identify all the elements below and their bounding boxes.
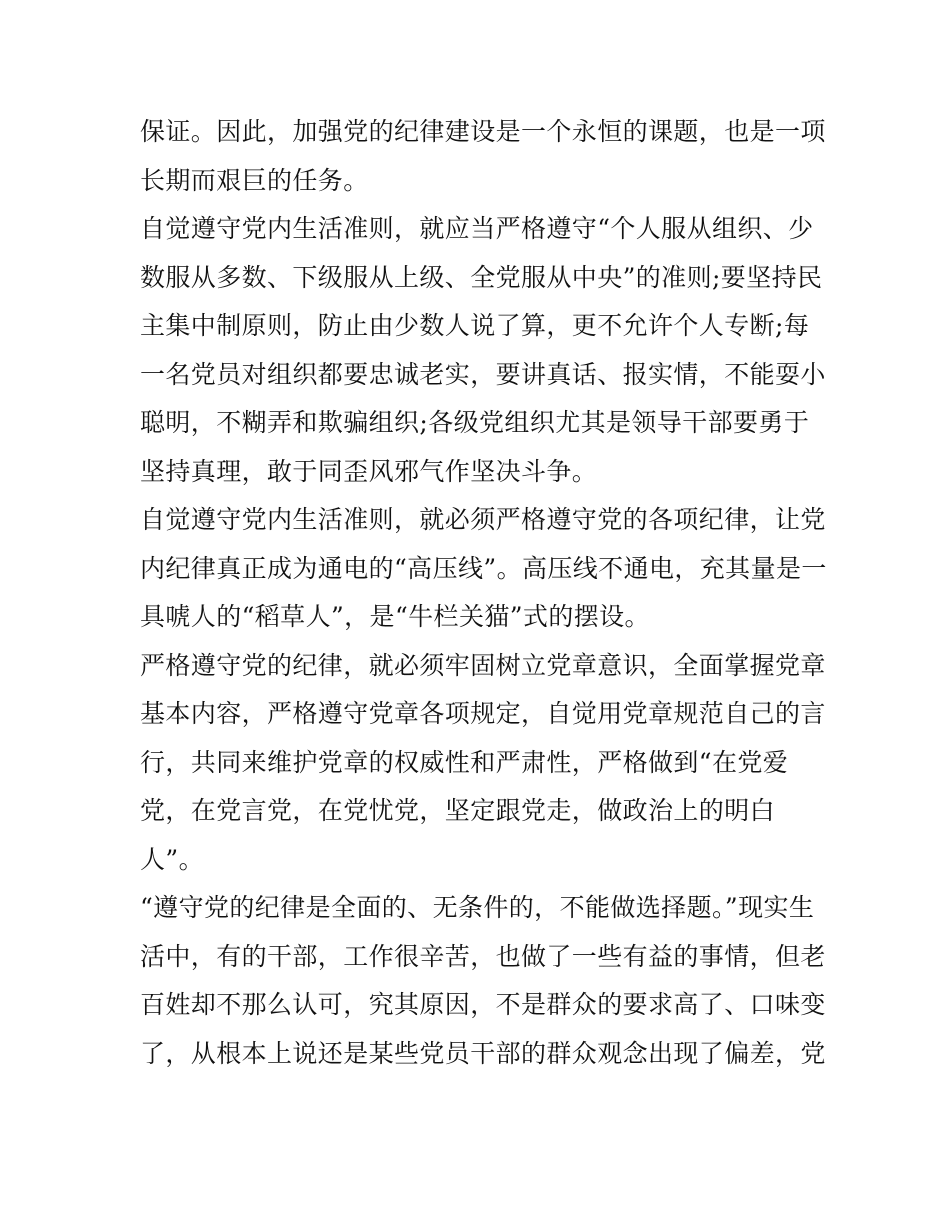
text-line: 自觉遵守党内生活准则，就必须严格遵守党的各项纪律，让党 (140, 505, 826, 534)
text-line: 自觉遵守党内生活准则，就应当严格遵守“个人服从组织、少 (140, 214, 814, 243)
text-line: 聪明，不糊弄和欺骗组织;各级党组织尤其是领导干部要勇于 (140, 408, 810, 437)
text-line: 长期而艰巨的任务。 (140, 165, 369, 195)
text-line: 基本内容，严格遵守党章各项规定，自觉用党章规范自己的言 (140, 699, 826, 728)
text-line: 主集中制原则，防止由少数人说了算，更不允许个人专断;每 (140, 311, 810, 340)
text-line: 党，在党言党，在党忧党，坚定跟党走，做政治上的明白 (140, 796, 776, 825)
text-line: 坚持真理，敢于同歪风邪气作坚决斗争。 (140, 456, 598, 486)
text-line: “遵守党的纪律是全面的、无条件的，不能做选择题。”现实生 (140, 893, 815, 922)
text-line: 一名党员对组织都要忠诚老实，要讲真话、报实情，不能耍小 (140, 359, 826, 389)
text-line: 数服从多数、下级服从上级、全党服从中央”的准则;要坚持民 (140, 262, 823, 292)
text-line: 保证。因此，加强党的纪律建设是一个永恒的课题，也是一项 (140, 117, 826, 146)
text-line: 内纪律真正成为通电的“高压线”。高压线不通电，充其量是一 (140, 553, 827, 583)
text-line: 了，从根本上说还是某些党员干部的群众观念出现了偏差，党 (140, 1038, 826, 1068)
document-body (140, 108, 827, 1078)
text-line: 严格遵守党的纪律，就必须牢固树立党章意识，全面掌握党章 (140, 650, 826, 680)
text-line: 人”。 (140, 844, 204, 874)
text-line: 具唬人的“稻草人”，是“牛栏关猫”式的摆设。 (140, 602, 650, 631)
text-line: 百姓却不那么认可，究其原因，不是群众的要求高了、口味变 (140, 990, 826, 1019)
text-line: 活中，有的干部，工作很辛苦，也做了一些有益的事情，但老 (140, 941, 826, 971)
text-line: 行，共同来维护党章的权威性和严肃性，严格做到“在党爱 (140, 747, 789, 777)
